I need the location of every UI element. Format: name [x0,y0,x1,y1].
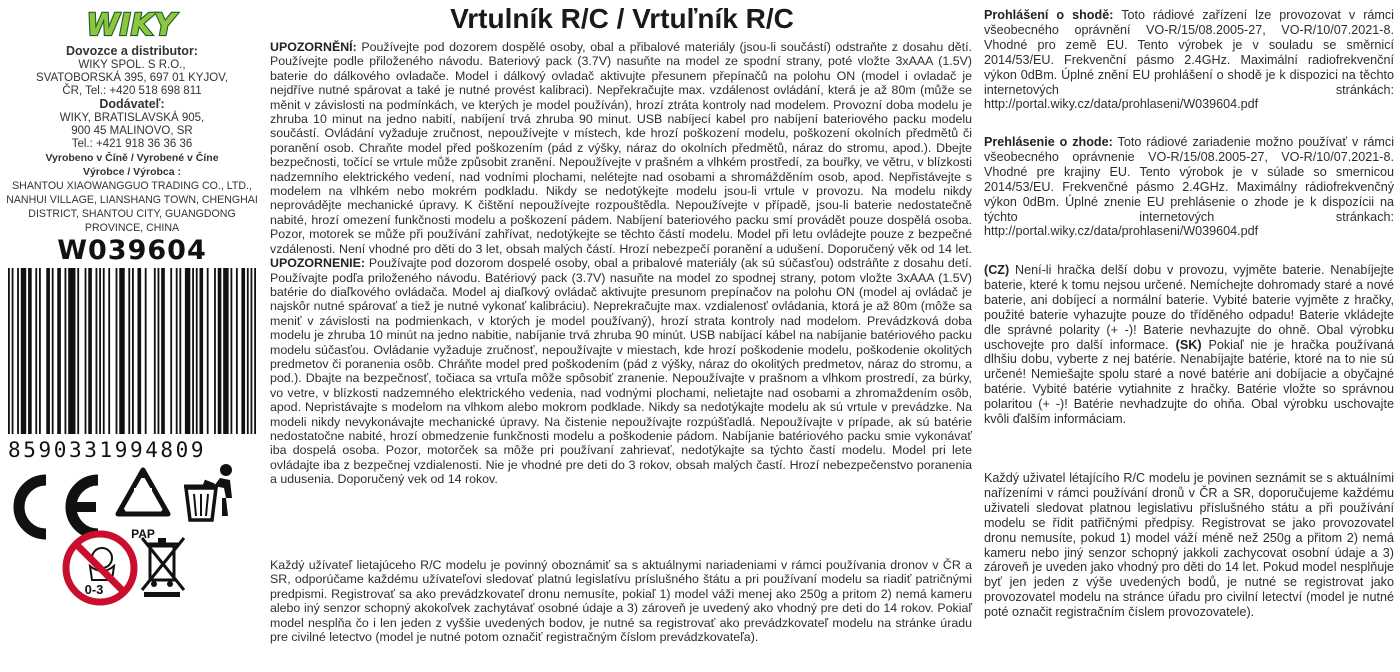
ce-mark-text: CE [56,542,58,543]
barcode-bar [85,268,87,434]
barcode-bar [179,268,181,434]
barcode-bar [57,268,61,434]
barcode-bar [8,268,10,434]
svg-text:WIKY: WIKY [86,8,176,43]
supplier-line: WIKY, BRATISLAVSKÁ 905, [59,112,205,124]
barcode-bar [39,268,41,434]
manufacturer-line: NANHUI VILLAGE, LIANSHANG TOWN, CHENGHAI [6,194,258,206]
barcode-bar [214,268,216,434]
barcode-bar [28,268,32,434]
barcode-bar [251,268,253,434]
importer-line: SVATOBORSKÁ 395, 697 01 KYJOV, [36,72,228,84]
drone-regulation-sk: Každý užívateľ lietajúceho R/C modelu je povinný oboznámiť sa s aktuálnymi nariadeniami v rámci používania dronov v ČR a SR, odporúčame každému užívateľovi sledovať platnú legislatívu príslušného štátu a pri používaní modelu sa riadiť patričnými predpismi. Registrovať sa ako prevádzkovateľ dronu nemusíte, pokiaľ 1) model váži menej ako 250g a pritom 2) nemá kameru alebo iný senzor schopný akokoľvek zachytávať osobné údaje a 3) zároveň je uvedený ako vhodný pre deti do 14 rokov. Pokiaľ model nesplňa čo i len jeden z vyššie uvedených bodov, je nutné sa registrovať ako prevádzkovateľ modelu na stránke úradu pre civilné letectvo (model je nutné potom označiť registračným číslom prevádzkovateľa). [270,558,972,645]
conformity-cz [984,8,1394,112]
barcode-bar [119,268,124,434]
barcode-bar [161,268,165,434]
barcode-bar [17,268,19,434]
manufacturer-line: SHANTOU XIAOWANGGUO TRADING CO., LTD., [12,180,252,192]
barcode-bar [21,268,26,434]
supplier-line: 900 45 MALINOVO, SR [71,125,193,137]
battery-cz-text: Není-li hračka delší dobu v provozu, vyjměte baterie. Nenabíjejte baterie, které k tomu nejsou určené. Nemíchejte dohromady staré a nové baterie, ani dobíjecí a normální baterie. Vybité baterie vyjměte z hračky, použité baterie vyhazujte pouze do tříděného odpadu! Baterie vkládejte dle správné polarity (+ -)! Baterie nevhazujte do ohně. Obal výrobku uschovejte pro další informace. [984,263,1394,352]
age-warning-text: 0-3 [84,582,104,597]
barcode-bar [12,268,14,434]
made-in: Vyrobeno v Číně / Vyrobené v Číne [45,152,219,164]
conformity-sk [984,135,1394,239]
barcode-bar [185,268,190,434]
barcode-bar [108,268,110,434]
barcode-bar [65,268,67,434]
barcode-bar [77,268,79,434]
manufacturer-line: PROVINCE, CHINA [84,222,180,234]
wiky-logo [70,4,192,44]
battery-cz-label: (CZ) [984,263,1010,277]
recycling-icon [112,466,174,528]
barcode-bar [176,268,178,434]
barcode-bar [116,268,118,434]
barcode-bar [132,268,134,434]
barcode-bar [230,268,232,434]
age-warning-icon [60,528,140,608]
barcode-bar [199,268,203,434]
warning-cz-label: UPOZORNĚNÍ: [270,40,357,54]
conformity-sk-label: Prehlásenie o zhode: [984,135,1113,149]
barcode-bar [196,268,198,434]
manufacturer-line: DISTRICT, SHANTOU CITY, GUANGDONG [28,208,236,220]
importer-line: ČR, Tel.: +420 518 698 811 [62,85,202,97]
barcode-bar [154,268,156,434]
warnings-paragraph [270,40,972,487]
barcode-bar [99,268,101,434]
battery-instructions [984,263,1394,427]
importer-heading: Dovozce a distributor: [66,44,198,58]
barcode-bar [96,268,98,434]
tidy-man-icon [180,462,244,524]
manufacturer-heading: Výrobce / Výrobca : [82,166,182,178]
conformity-cz-text: Toto rádiové zařízení lze provozovat v rámci všeobecného oprávnění VO-R/15/08.2005-27, VO-R/10/07.2021-8. Vhodné pro země EU. Tento výrobek je v souladu se směrnicí 2014/53/EU. Frekvenční pásmo 2.4GHz. Maximální radiofrekvenční výkon 0dBm. Úplné znění EU prohlášení o shodě je k dispozici na těchto internetových stránkách: http://portal.wiky.cz/data/prohlaseni/W039604.pdf [984,8,1394,112]
barcode-number: 8590331994809 [8,438,207,462]
barcode-bar [68,268,75,434]
warning-sk-text: Používajte pod dozorom dospelé osoby, obal a pribalové materiály (ak sú súčasťou) odstráňte z dosahu detí. Používajte podľa priloženého návodu. Batériový pack (3.7V) nasuňte na model zo spodnej strany, potom vložte 3xAAA (1.5V) batérie do diaľkového ovládača. Model aj diaľkový ovládač aktivujte presunom prepínačov na polohu ON (model aj ovládač je najskôr nutné spárovať a tiež je nutné vykonať kalibráciu). Neprekračujte max. vzdialenosť ovládania, ktorá je až 80m (môže sa meniť v závislosti na podmienkach, v ktorých je model používaný), hrozí strata kontroly nad modelom. Prevádzková doba modelu je zhruba 10 minút na jedno nabitie, nabíjanie trvá zhruba 90 minút. USB nabíjací kábel na nabíjanie batériového packu modelu súčasťou. Ovládanie vyžaduje zručnosť, nepoužívajte v miestach, kde hrozí poškodenie modelu, poškodenie okolitých predmetov či poranenia osôb. Chráňte model pred poškodením (pád z výšky, náraz do okolitých predmetov, náraz do stromu, a pod.). Dbajte na bezpečnosť, točiaca sa vrtuľa môže spôsobiť zranenie. Nepoužívajte v prašnom a vlhkom prostredí, za búrky, vo vetre, v blízkosti nadzemného elektrického vedenia, nad vodnými plochami, nelietajte nad osobami a zhromaždením osôb, apod. Nepristávajte s modelom na vlhkom alebo mokrom podklade. Nikdy sa nedotýkajte modelu ak sú vrtule v prevádzke. Na modeli nikdy nevykonávajte mechanické úpravy. Na čistenie nepoužívajte rozpúšťadlá. Nepoužívajte v prípade, ak sú batérie nedostatočne nabité, hrozí obmedzenie funkčnosti modelu a poškodenie pádom. Nabíjanie batériového packu smie vykonávať iba dospelá osoba. Pozor, motorček sa môže pri používaní zahrievať, nedotýkajte sa týchto častí modelu. Model pri lete ovládajte iba z bezpečnej vzdialenosti. Nie je vhodné pre deti do 3 rokov, obsah malých častí. Hrozí nebezpečenstvo poranenia a udusenia. Doporučený vek od 14 rokov. [270,256,972,487]
barcode-bar [192,268,194,434]
left-panel [0,0,264,672]
barcode-bar [46,268,50,434]
barcode-bar [218,268,222,434]
supplier-line: Tel.: +421 918 36 36 36 [71,138,193,150]
importer-line: WIKY SPOL. S R.O., [78,59,186,71]
barcode-bar [236,268,238,434]
barcode-bar [241,268,245,434]
drone-regulation-cz: Každý uživatel létajícího R/C modelu je povinen seznámit se s aktuálními nařízeními v rámci používání dronů v ČR a SR, doporučujeme každému uživateli sledovat platnou legislativu příslušného státu a při používání modelu se řídit patřičnými předpisy. Registrovat se jako provozovatel dronu nemusíte, pokud 1) model váží méně než 250g a přitom 2) nemá kameru nebo jiný senzor schopný jakkoli zachycovat osobní údaje a 3) zároveň je uveden jako vhodný pro děti do 14 let. Pokud model nesplňuje byť jen jeden z výše uvedených bodů, je nutné se registrovat jako provozovatel modelu na stránce úřadu pro civilní letectví (model je nutné poté označit registračním číslem provozovatele). [984,471,1394,620]
warning-sk-label: UPOZORNENIE: [270,256,365,271]
barcode-bar [207,268,209,434]
battery-sk-text: Pokiaľ nie je hračka používaná dlhšiu dobu, vyberte z nej batérie. Nenabíjajte batérie, ktoré na to nie sú určené! Nemiešajte spolu staré a nové batérie ani dobíjacie a obyčajné batérie. Vybité batérie vytiahnite z hračky. Batérie vložte so správnou polaritou (+ -)! Batérie nevhadzujte do ohňa. Obal výrobku uschovajte kvôli ďalším informáciam. [984,337,1394,427]
barcode-bar [247,268,249,434]
barcode-bar [158,268,160,434]
battery-sk-label: (SK) [1175,337,1202,352]
barcode-bar [35,268,37,434]
barcode-bar [145,268,147,434]
conformity-sk-text: Toto rádiové zariadenie možno používať v rámci všeobecného oprávnenie VO-R/15/08.2005-27, VO-R/10/07.2021-8. Vhodné pre krajiny EU. Tento výrobok je v súlade so smernicou 2014/53/EU. Frekvenčné pásmo 2.4GHz. Maximálny rádiofrekvenčný výkon 0dBm. Úplné znenie EU prehlásenie o zhode je k dispozícii na týchto internetových stránkach: http://portal.wiky.cz/data/prohlaseni/W039604.pdf [984,135,1395,239]
product-code: W039604 [57,235,207,266]
barcode-bar [254,268,256,434]
conformity-cz-label: Prohlášení o shodě: [984,8,1114,22]
barcode-bar [52,268,54,434]
weee-bin-icon [140,532,186,598]
supplier-heading: Dodávateľ: [99,97,165,111]
barcode-bar [137,268,141,434]
barcode-bar [88,268,92,434]
pap-label: PAP [131,527,155,541]
ean-barcode [8,268,256,434]
page-title: Vrtulník R/C / Vrtuľník R/C [450,3,794,34]
warning-cz-text: Používejte pod dozorem dospělé osoby, obal a přibalové materiály (jsou-li součástí) odstraňte z dosahu dětí. Používejte podle přiloženého návodu. Bateriový pack (3.7V) nasuňte na model ze spodní strany, poté vložte 3xAAA (1.5V) baterie do dálkového ovladače. Model i dálkový ovladač aktivujte přesunem přepínačů na polohu ON (model i ovladač je nejdříve nutné spárovat a také je nutné provést kalibraci). Nepřekračujte max. vzdálenost ovládání, která je až 80m (může se měnit v závislosti na podmínkách, ve kterých je model používán), hrozí ztráta kontroly nad modelem. Provozní doba modelu je zhruba 10 minut na jedno nabití, nabíjení trvá zhruba 90 minut. USB nabíjecí kabel pro nabíjení bateriového packu modelu součástí. Ovládání vyžaduje zručnost, nepoužívejte v místech, kde hrozí poškození modelu, poškození okolních předmětů či poranění osob. Chraňte model před poškozením (pád z výšky, náraz do okolních předmětů, náraz do stromu, apod.). Dbejte bezpečnosti, točící se vrtule může způsobit zranění. Nepoužívejte v prašném a vlhkém prostředí, za bouřky, ve větru, v blízkosti nadzemního elektrického vedení, nad vodními plochami, nelétejte nad osobami a shromážděním osob, apod. Nepřistávejte s modelem na vlhkém nebo mokrém podkladu. Nikdy se nedotýkejte modelu jsou-li vrtule v provozu. Na modelu nikdy neprovádějte mechanické úpravy. K čištění nepoužívejte rozpouštědla. Nepoužívejte v případě, jsou-li baterie nedostatečně nabité, hrozí omezení funkčnosti modelu a poškození pádem. Nabíjení bateriového packu smí provádět pouze dospělá osoba. Pozor, motorek se může při používání zahřívat, nedotýkejte se těchto částí modelu. Model při letu ovládejte pouze z bezpečné vzdálenosti. Není vhodné pro děti do 3 let, obsah malých částí. Hrozí nebezpečí poranění a udušení. Doporučený věk od 14 let. [270,40,972,256]
barcode-bar [170,268,172,434]
barcode-bar [103,268,105,434]
barcode-bar [223,268,228,434]
barcode-bar [128,268,130,434]
